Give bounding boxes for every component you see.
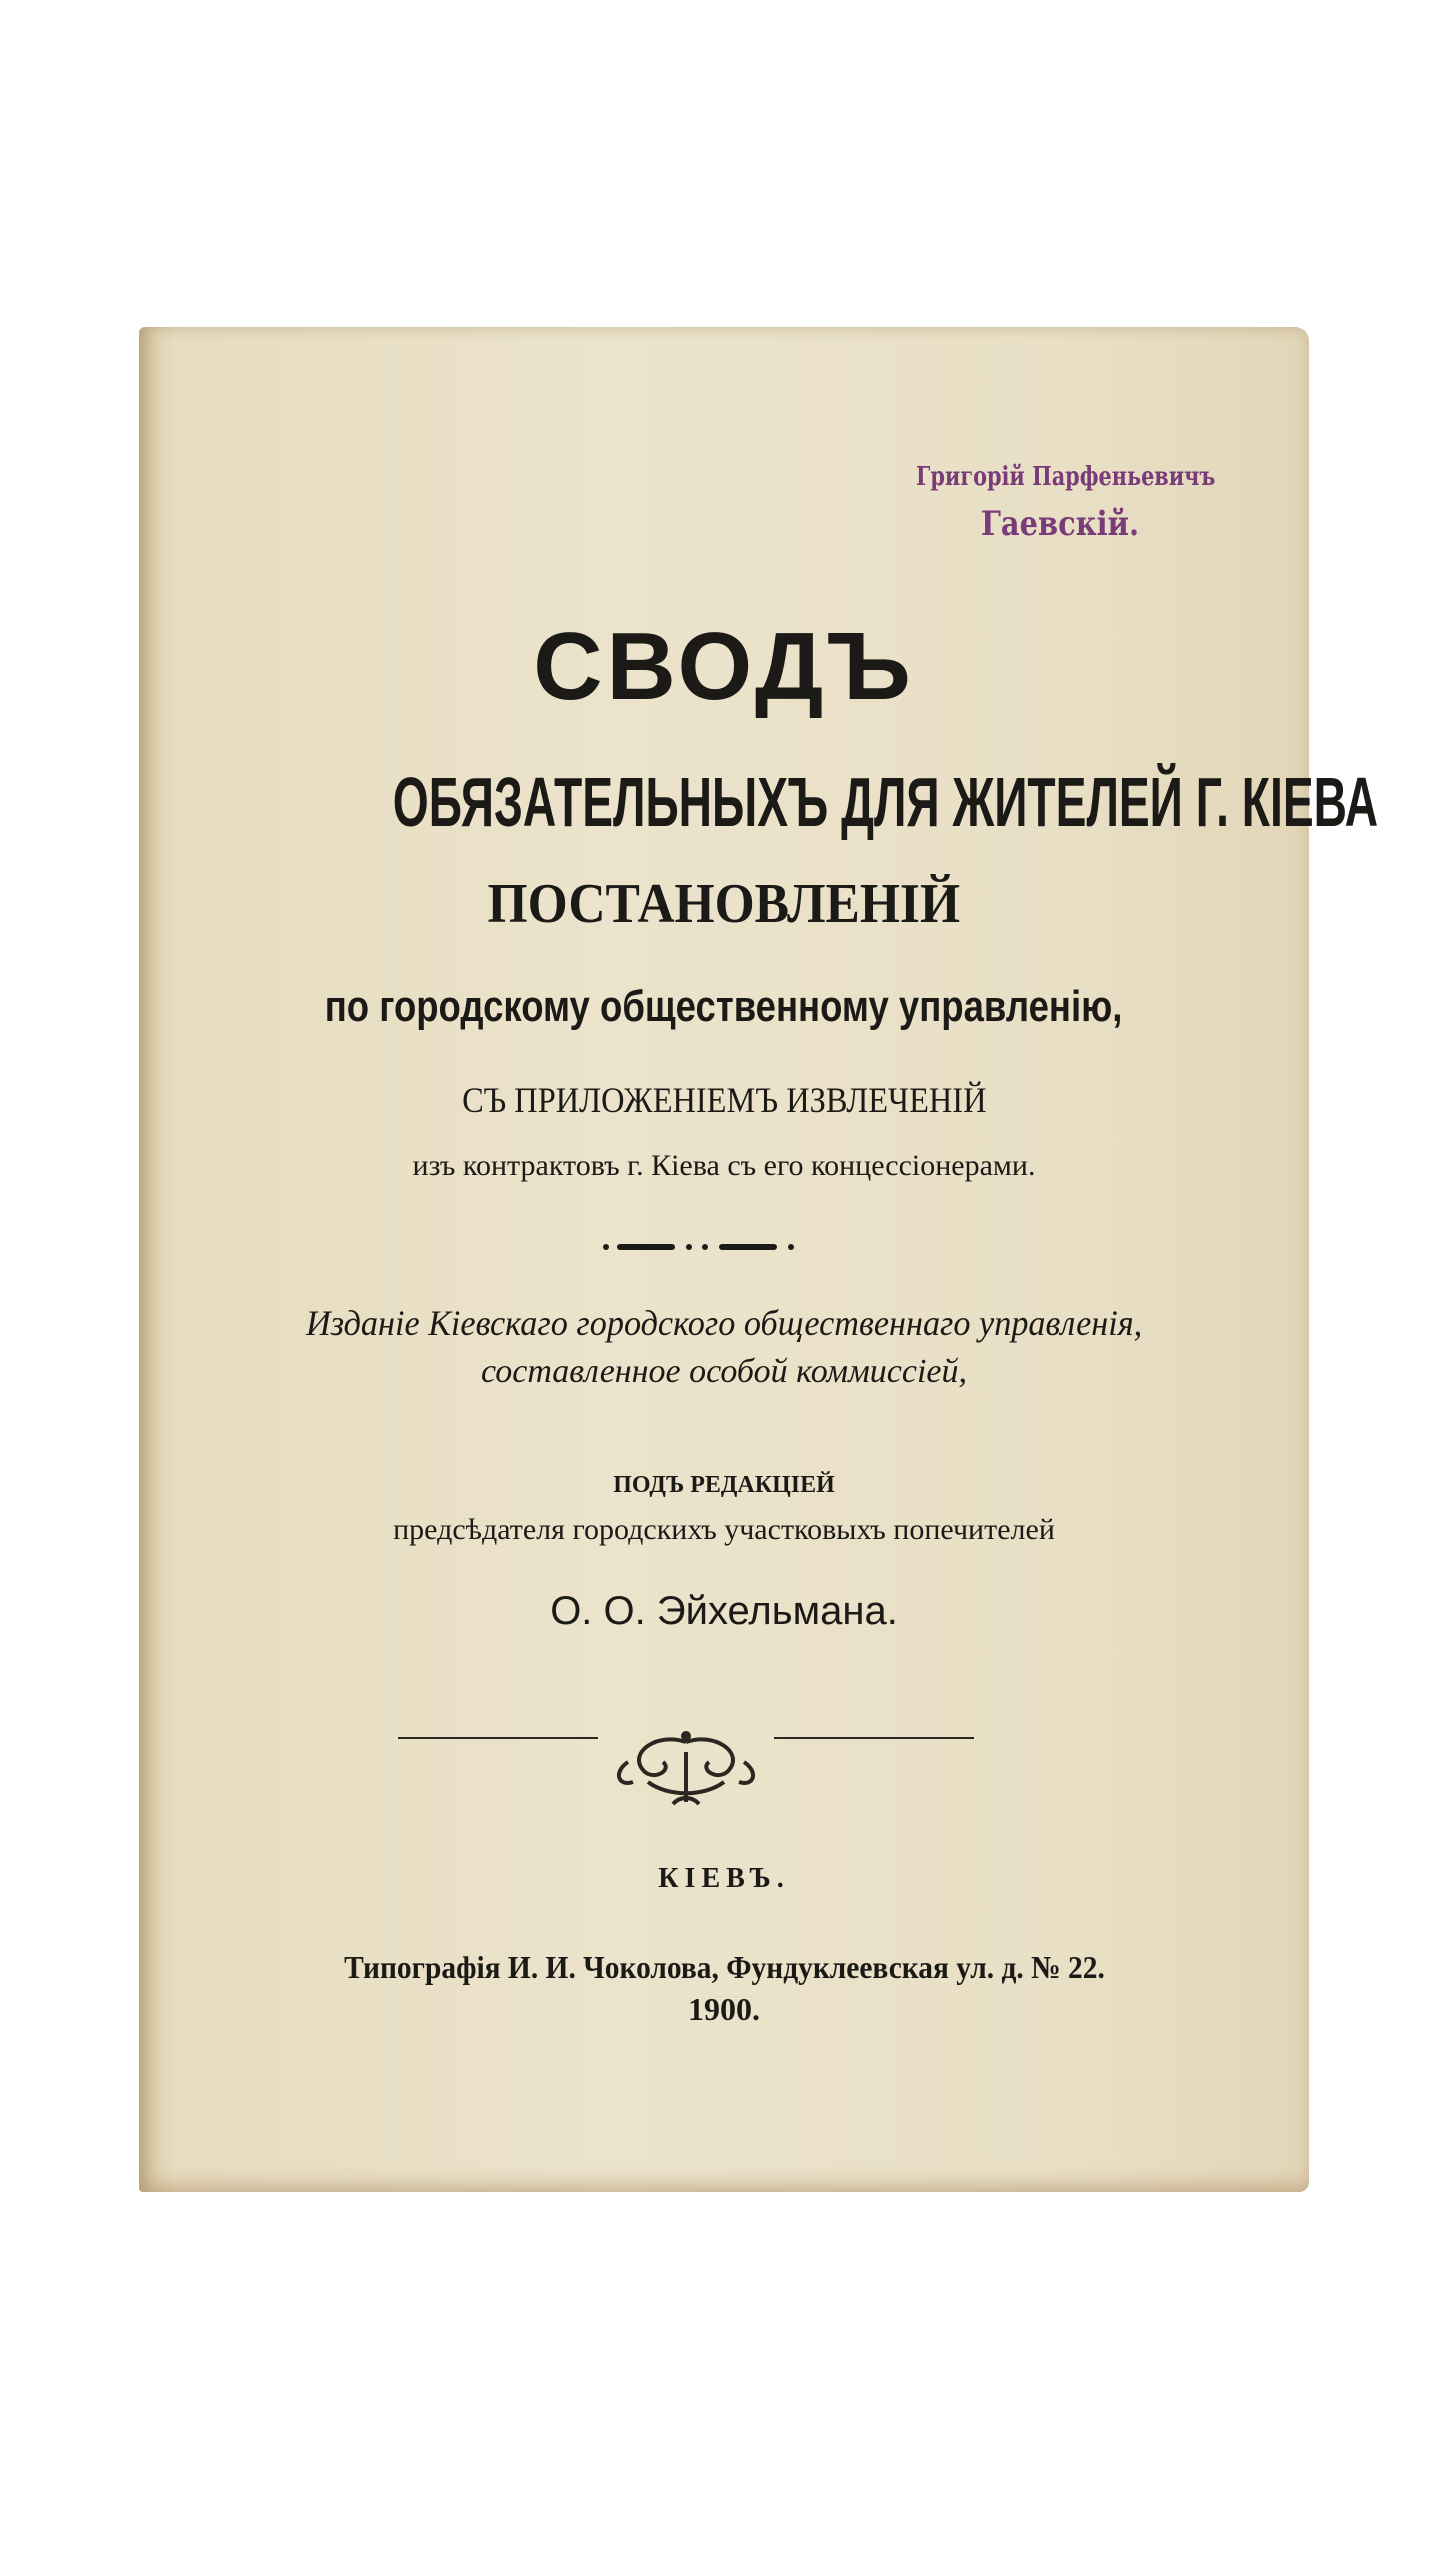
- title-line5: СЪ ПРИЛОЖЕНІЕМЪ ИЗВЛЕЧЕНІЙ: [461, 1080, 987, 1120]
- imprint-printer: Типографія И. И. Чоколова, Фундуклеевская ул. д. № 22.: [343, 1949, 1105, 1985]
- owner-stamp-line2: Гаевскій.: [980, 504, 1140, 544]
- title-line6: изъ контрактовъ г. Кіева съ его концессіонерами.: [412, 1149, 1036, 1182]
- title-page: [139, 327, 1379, 2192]
- imprint-year: 1900.: [688, 1991, 760, 2027]
- editor-name: О. О. Эйхельмана.: [550, 1589, 898, 1633]
- divider-ornament: [601, 1237, 801, 1257]
- title-line4: по городскому общественному управленію,: [325, 982, 1123, 1031]
- title-main: СВОДЪ: [533, 613, 915, 720]
- editor-label: ПОДЪ РЕДАКЦІЕЙ: [613, 1472, 835, 1498]
- title-line2: ОБЯЗАТЕЛЬНЫХЪ ДЛЯ ЖИТЕЛЕЙ Г. КІЕВА: [392, 763, 1379, 841]
- flourish-ornament: [398, 1722, 974, 1812]
- edition-line1: Изданіе Кіевскаго городского общественнаго управленія,: [305, 1303, 1143, 1343]
- owner-stamp-line1: Григорій Парфеньевичъ: [916, 462, 1216, 492]
- edition-line2: составленное особой коммиссіей,: [480, 1353, 968, 1390]
- title-line3: ПОСТАНОВЛЕНІЙ: [487, 873, 961, 935]
- imprint-city: КІЕВЪ.: [658, 1863, 790, 1894]
- editor-role: предсѣдателя городскихъ участковыхъ попечителей: [393, 1513, 1055, 1546]
